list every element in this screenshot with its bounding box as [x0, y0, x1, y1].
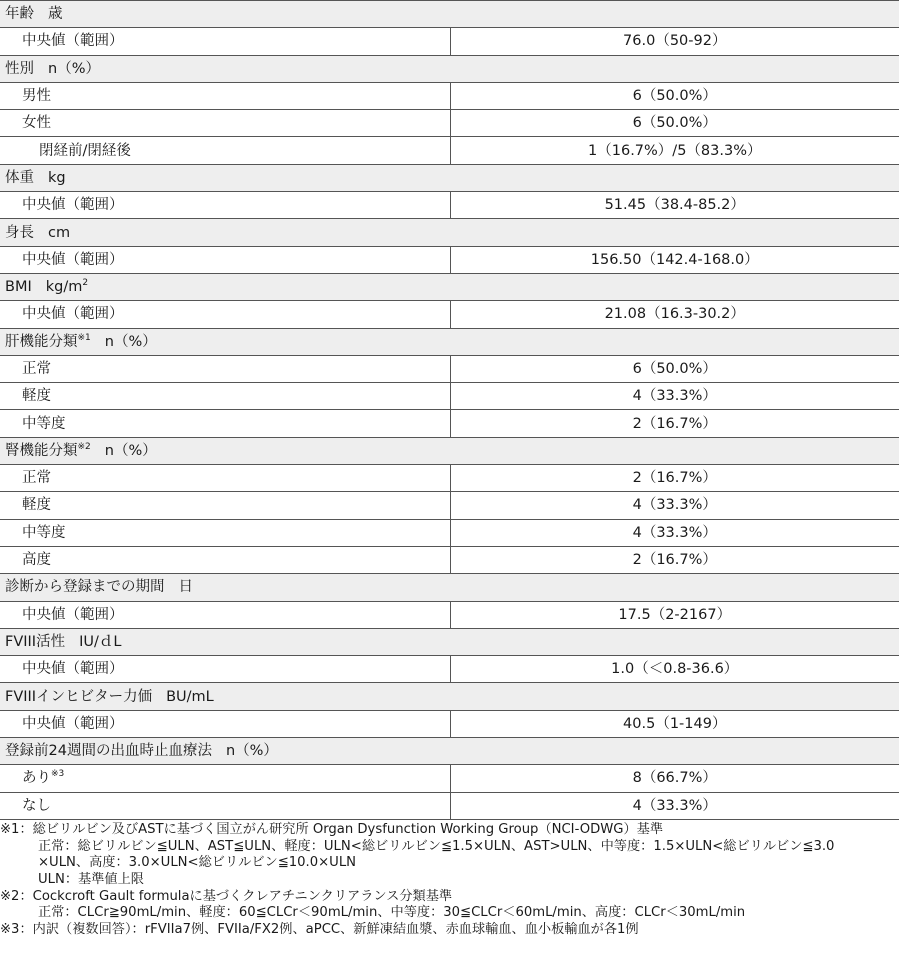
row-label: 中央値（範囲）: [22, 197, 124, 214]
section-label: 年齢: [5, 6, 34, 23]
table-row: [0, 465, 899, 492]
row-label-cell: [0, 792, 450, 819]
row-label: 軽度: [22, 388, 51, 405]
section-header-cell: [0, 738, 899, 765]
row-label-cell: [0, 246, 450, 273]
section-label: FVIII活性: [5, 633, 66, 650]
row-label: 中央値（範囲）: [22, 33, 124, 50]
table-row: [0, 601, 899, 628]
section-unit: IU/ｄL: [79, 633, 122, 650]
row-value: 1.0（＜0.8-36.6）: [611, 661, 739, 678]
section-unit: n（%）: [104, 442, 157, 459]
row-label-cell: [0, 110, 450, 137]
row-value: 6（50.0%）: [632, 88, 717, 105]
section-unit: kg: [48, 169, 66, 186]
section-header-row: [0, 683, 899, 710]
section-label: BMI: [5, 279, 32, 296]
table-row: [0, 792, 899, 819]
table-row: [0, 519, 899, 546]
section-header-row: [0, 437, 899, 464]
section-header-row: [0, 273, 899, 300]
footnote: ※2：Cockcroft Gault formulaに基づくクレアチニンクリアランス分類基準: [0, 888, 453, 904]
table-row: [0, 82, 899, 109]
section-header-row: [0, 574, 899, 601]
row-label: 正常: [22, 361, 51, 377]
section-header-row: [0, 628, 899, 655]
row-label-cell: [0, 601, 450, 628]
row-label-cell: [0, 82, 450, 109]
row-value: 21.08（16.3-30.2）: [604, 306, 745, 323]
row-label-cell: [0, 765, 450, 792]
row-label: 中央値（範囲）: [22, 251, 124, 268]
section-unit: kg/m: [45, 279, 83, 296]
section-header-row: [0, 55, 899, 82]
row-value-cell: [450, 765, 899, 792]
section-label: 肝機能分類: [5, 333, 78, 350]
row-label-cell: [0, 710, 450, 737]
row-value-cell: [450, 710, 899, 737]
footnote-detail: ×ULN、高度：3.0×ULN<総ビリルビン≦10.0×ULN: [38, 855, 357, 871]
row-label: 中央値（範囲）: [22, 661, 124, 678]
row-label: 中央値（範囲）: [22, 306, 124, 323]
row-value-cell: [450, 192, 899, 219]
row-label-cell: [0, 492, 450, 519]
row-label-cell: [0, 410, 450, 437]
table-row: [0, 492, 899, 519]
row-value: 4（33.3%）: [632, 497, 717, 514]
table-row: [0, 137, 899, 164]
row-value: 1（16.7%）/5（83.3%）: [588, 142, 762, 159]
row-value: 76.0（50-92）: [623, 33, 727, 50]
row-label-cell: [0, 28, 450, 55]
section-header-cell: [0, 164, 899, 191]
section-unit: 歳: [48, 6, 63, 23]
row-value-cell: [450, 137, 899, 164]
row-value: 2（16.7%）: [632, 415, 717, 432]
section-unit: cm: [48, 224, 71, 241]
row-value-cell: [450, 546, 899, 573]
row-label-cell: [0, 519, 450, 546]
row-label-cell: [0, 301, 450, 328]
table-row: [0, 28, 899, 55]
row-value: 40.5（1-149）: [623, 715, 727, 732]
row-value: 6（50.0%）: [632, 361, 717, 377]
section-header-cell: [0, 1, 899, 28]
table-row: [0, 301, 899, 328]
section-header-row: [0, 328, 899, 355]
section-label: 腎機能分類: [5, 442, 78, 459]
row-label: 軽度: [22, 497, 51, 514]
section-label: FVIIIインヒビター力価: [5, 688, 153, 705]
row-label-cell: [0, 546, 450, 573]
row-label: 閉経前/閉経後: [39, 142, 131, 159]
row-label-cell: [0, 465, 450, 492]
table-body: [0, 1, 899, 820]
footnote-detail: 正常：総ビリルビン≦ULN、AST≦ULN、軽度：ULN<総ビリルビン≦1.5×ULN、AST>ULN、中等度：1.5×ULN<総ビリルビン≦3.0: [38, 838, 835, 854]
row-value: 4（33.3%）: [632, 524, 717, 541]
section-unit: n（%）: [225, 743, 278, 760]
section-header-cell: [0, 683, 899, 710]
table-row: [0, 546, 899, 573]
section-label: 性別: [5, 60, 34, 77]
footnote-marker: ※3: [51, 769, 65, 780]
footnote-detail: 正常：CLCr≧90mL/min、軽度：60≦CLCr＜90mL/min、中等度：30≦CLCr＜60mL/min、高度：CLCr＜30mL/min: [38, 905, 746, 921]
table-row: [0, 765, 899, 792]
section-label: 診断から登録までの期間: [5, 579, 165, 596]
section-header-row: [0, 219, 899, 246]
section-header-cell: [0, 219, 899, 246]
row-label: あり: [22, 770, 51, 787]
footnote-marker: ※2: [77, 441, 91, 452]
section-header-cell: [0, 328, 899, 355]
row-value-cell: [450, 492, 899, 519]
row-value-cell: [450, 383, 899, 410]
section-label: 体重: [5, 169, 34, 186]
section-label: 身長: [5, 224, 34, 241]
section-unit: BU/mL: [166, 688, 214, 705]
section-header-row: [0, 164, 899, 191]
row-label: なし: [22, 797, 51, 814]
row-value: 156.50（142.4-168.0）: [590, 251, 759, 268]
unit-superscript: 2: [82, 278, 89, 289]
row-label-cell: [0, 383, 450, 410]
row-label-cell: [0, 355, 450, 382]
section-header-row: [0, 1, 899, 28]
row-label: 中央値（範囲）: [22, 715, 124, 732]
row-label-cell: [0, 192, 450, 219]
row-value-cell: [450, 519, 899, 546]
section-unit: n（%）: [48, 60, 100, 77]
row-value-cell: [450, 355, 899, 382]
row-value-cell: [450, 465, 899, 492]
row-value-cell: [450, 110, 899, 137]
row-value: 4（33.3%）: [632, 388, 717, 405]
row-label: 女性: [22, 115, 51, 132]
row-value: 2（16.7%）: [632, 470, 717, 487]
section-unit: 日: [178, 579, 193, 596]
table-row: [0, 656, 899, 683]
row-value-cell: [450, 28, 899, 55]
table-row: [0, 710, 899, 737]
table-row: [0, 410, 899, 437]
section-label: 登録前24週間の出血時止血療法: [5, 743, 212, 760]
row-label-cell: [0, 137, 450, 164]
section-header-cell: [0, 437, 899, 464]
row-label: 男性: [22, 88, 51, 105]
row-value-cell: [450, 301, 899, 328]
table-row: [0, 355, 899, 382]
row-value-cell: [450, 410, 899, 437]
footnotes: [0, 822, 900, 939]
row-value: 8（66.7%）: [632, 770, 717, 787]
row-label: 中等度: [22, 415, 66, 432]
footnote: ※3：内訳（複数回答）：rFVIIa7例、FVIIa/FX2例、aPCC、新鮮凍結血漿、赤血球輸血、血小板輸血が各1例: [0, 922, 639, 938]
row-value: 2（16.7%）: [632, 552, 717, 569]
table-row: [0, 246, 899, 273]
table-row: [0, 383, 899, 410]
row-value-cell: [450, 246, 899, 273]
table-row: [0, 110, 899, 137]
row-value-cell: [450, 82, 899, 109]
footnote-detail: ULN：基準値上限: [38, 872, 144, 888]
row-value-cell: [450, 792, 899, 819]
section-header-cell: [0, 628, 899, 655]
row-label-cell: [0, 656, 450, 683]
row-value: 17.5（2-2167）: [618, 606, 732, 623]
section-header-row: [0, 738, 899, 765]
row-label: 中央値（範囲）: [22, 606, 124, 623]
row-label: 正常: [22, 470, 51, 487]
row-label: 高度: [22, 552, 51, 569]
section-unit: n（%）: [104, 333, 157, 350]
row-value: 51.45（38.4-85.2）: [604, 197, 745, 214]
table-row: [0, 192, 899, 219]
section-header-cell: [0, 273, 899, 300]
footnote: ※1：総ビリルビン及びASTに基づく国立がん研究所 Organ Dysfunction Working Group（NCI-ODWG）基準: [0, 821, 664, 837]
row-value: 6（50.0%）: [632, 115, 717, 132]
row-label: 中等度: [22, 524, 66, 541]
section-header-cell: [0, 55, 899, 82]
section-header-cell: [0, 574, 899, 601]
row-value: 4（33.3%）: [632, 797, 717, 814]
row-value-cell: [450, 601, 899, 628]
footnote-marker: ※1: [77, 332, 91, 343]
row-value-cell: [450, 656, 899, 683]
